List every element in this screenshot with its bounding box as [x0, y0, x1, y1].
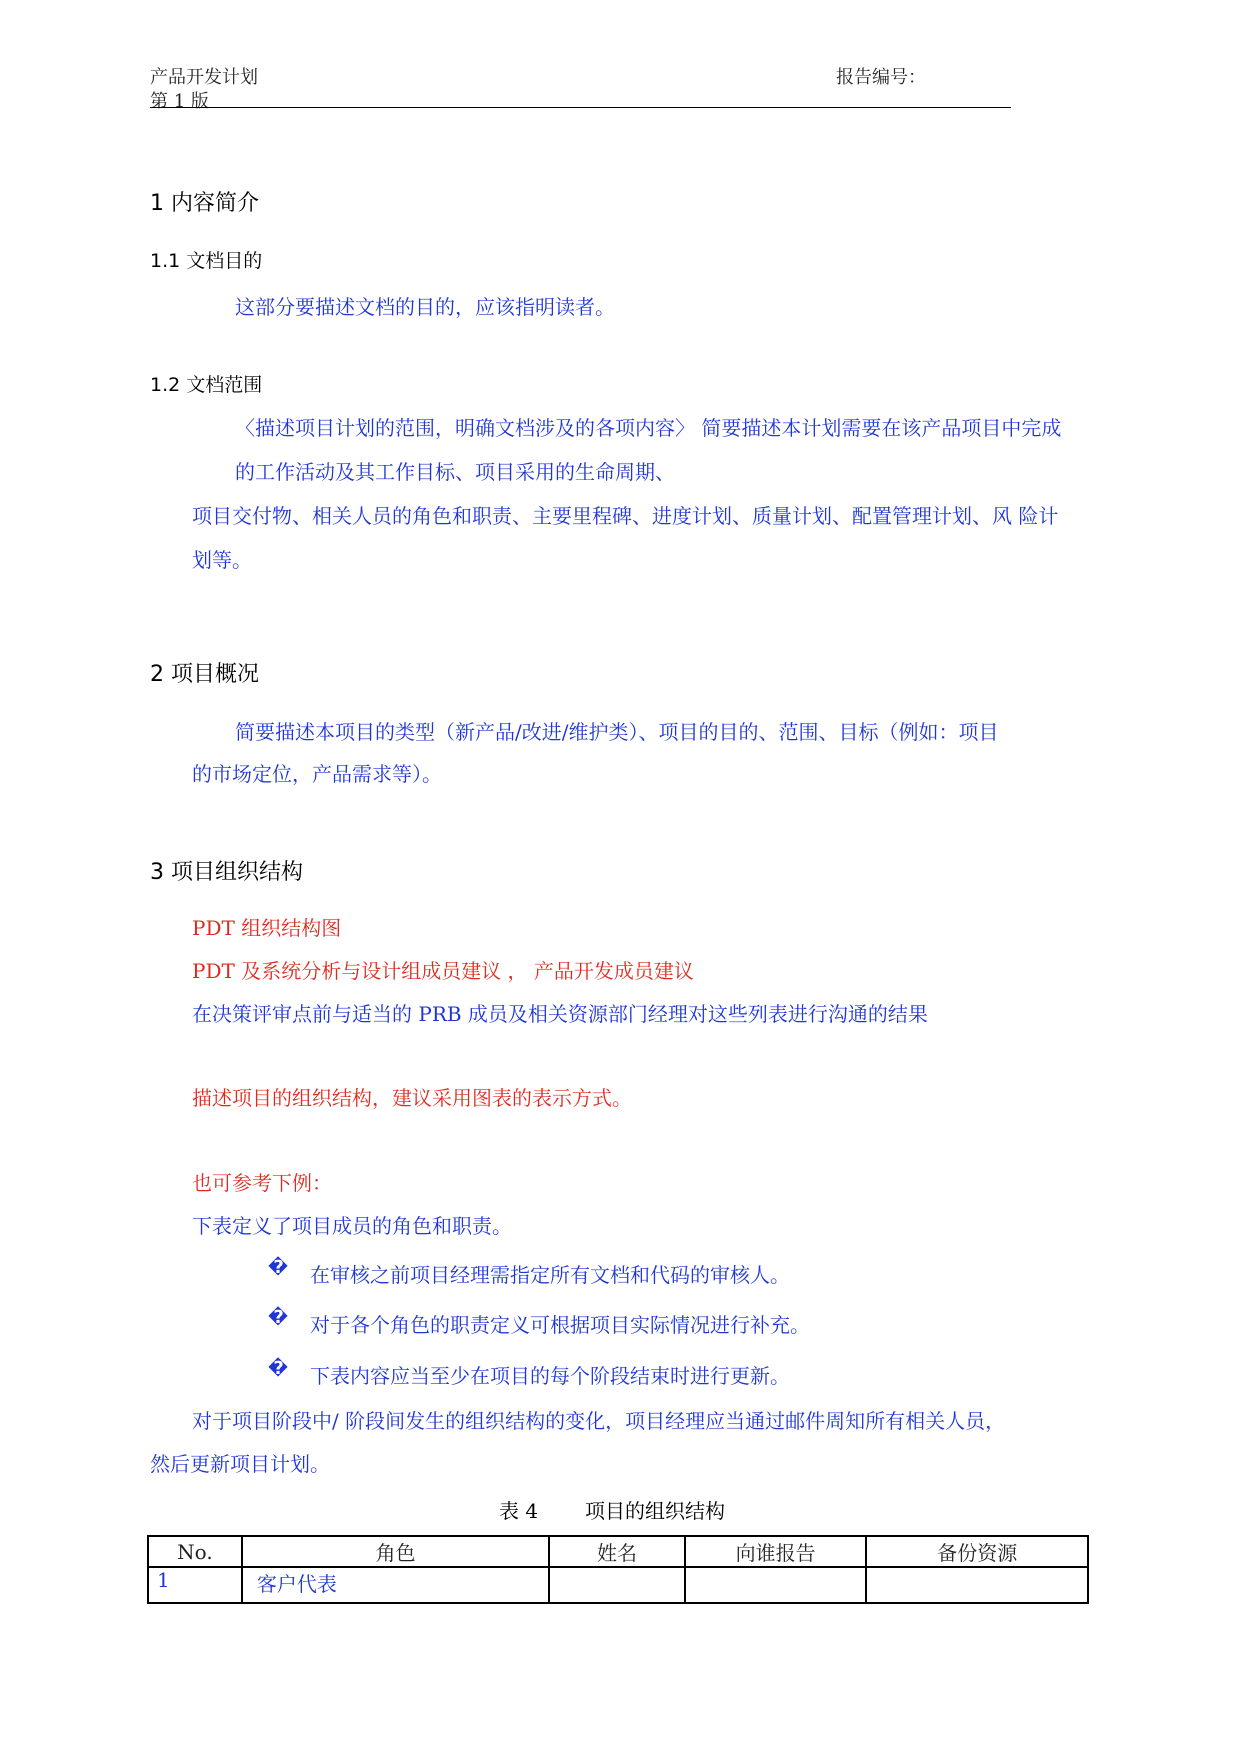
table-row [148, 1567, 1088, 1603]
col-header-backup-resource: 备份资源 [866, 1536, 1088, 1567]
section1-heading: 1 内容简介 [150, 191, 259, 216]
bullet-item-2: 对于各个角色的职责定义可根据项目实际情况进行补充。 [310, 1313, 810, 1337]
org-change-para-line2: 然后更新项目计划。 [150, 1452, 330, 1476]
section3-heading: 3 项目组织结构 [150, 860, 303, 885]
cell-name [549, 1567, 685, 1603]
org-structure-advice-line: 描述项目的组织结构，建议采用图表的表示方式。 [192, 1086, 632, 1110]
bullet-icon: � [268, 1307, 289, 1328]
col-header-name: 姓名 [549, 1536, 685, 1567]
section1-1-body: 这部分要描述文档的目的，应该指明读者。 [235, 295, 615, 319]
bullet-icon: � [268, 1257, 289, 1278]
header-doc-title: 产品开发计划 [150, 67, 258, 88]
org-structure-table [147, 1535, 1089, 1604]
table-definition-line: 下表定义了项目成员的角色和职责。 [192, 1214, 512, 1238]
section2-line1: 简要描述本项目的类型（新产品/改进/维护类）、项目的目的、范围、目标（例如：项目 [235, 720, 999, 744]
header-report-number-label: 报告编号： [836, 67, 926, 88]
cell-no: 1 [148, 1567, 242, 1603]
cell-reports-to [685, 1567, 867, 1603]
col-header-role: 角色 [242, 1536, 549, 1567]
org-change-para-line1: 对于项目阶段中/ 阶段间发生的组织结构的变化，项目经理应当通过邮件周知所有相关人员， [192, 1409, 1006, 1433]
section1-2-line4: 划等。 [192, 548, 252, 572]
section2-line2: 的市场定位，产品需求等）。 [192, 762, 442, 786]
section2-heading: 2 项目概况 [150, 662, 259, 687]
table-header-row [148, 1536, 1088, 1567]
table-caption-number: 表 4 [499, 1499, 539, 1523]
section1-2-line1: 〈描述项目计划的范围，明确文档涉及的各项内容〉 简要描述本计划需要在该产品项目中完成 [235, 416, 1062, 440]
cell-backup-resource [866, 1567, 1088, 1603]
bullet-item-3: 下表内容应当至少在项目的每个阶段结束时进行更新。 [310, 1364, 790, 1388]
refer-example-line: 也可参考下例： [192, 1171, 332, 1195]
section1-2-heading: 1.2 文档范围 [150, 374, 263, 396]
header-version: 第 1 版 [150, 91, 209, 112]
table-caption-title: 项目的组织结构 [585, 1499, 725, 1523]
col-header-reports-to: 向谁报告 [685, 1536, 867, 1567]
bullet-icon: � [268, 1358, 289, 1379]
section1-2-line3: 项目交付物、相关人员的角色和职责、主要里程碑、进度计划、质量计划、配置管理计划、风 险计 [192, 504, 1059, 528]
col-header-no: No. [148, 1536, 242, 1567]
section1-2-line2: 的工作活动及其工作目标、项目采用的生命周期、 [235, 460, 675, 484]
section1-1-heading: 1.1 文档目的 [150, 250, 263, 272]
prb-communication-line: 在决策评审点前与适当的 PRB 成员及相关资源部门经理对这些列表进行沟通的结果 [192, 1002, 928, 1026]
bullet-item-1: 在审核之前项目经理需指定所有文档和代码的审核人。 [310, 1263, 790, 1287]
header-rule [150, 107, 1011, 108]
cell-role: 客户代表 [242, 1567, 549, 1603]
pdt-org-chart-line: PDT 组织结构图 [192, 916, 342, 940]
pdt-member-suggestion-line: PDT 及系统分析与设计组成员建议 ， 产品开发成员建议 [192, 959, 694, 983]
